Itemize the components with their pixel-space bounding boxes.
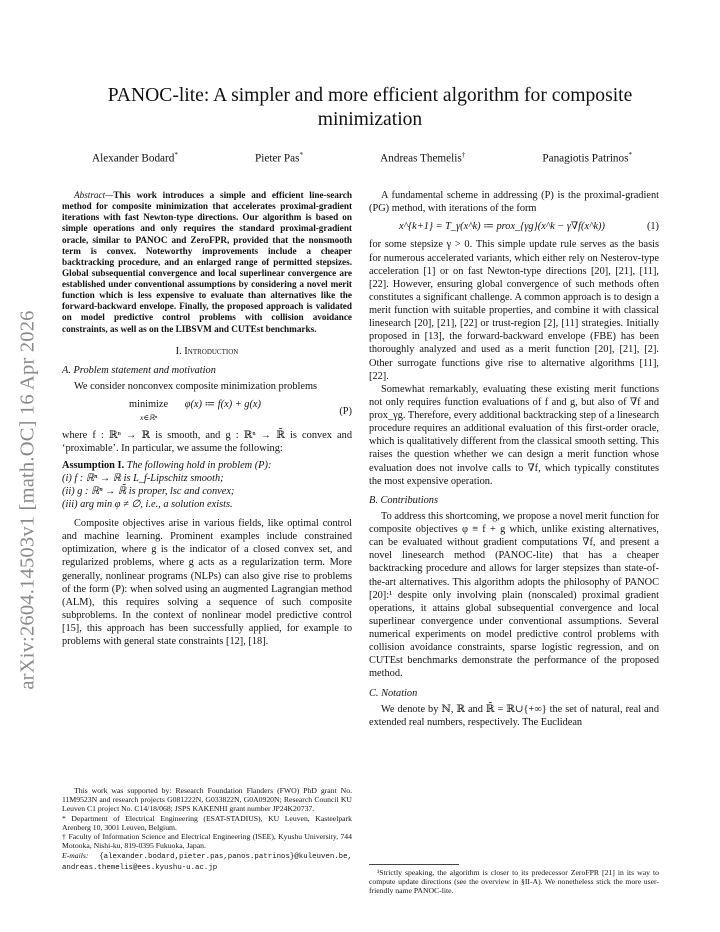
arxiv-stamp: arXiv:2604.14503v1 [math.OC] 16 Apr 2026 — [16, 310, 39, 690]
footnote-rule — [369, 864, 459, 865]
footnote: This work was supported by: Research Foundation Flanders (FWO) PhD grant No. 11M9523N and research projects G081222N, G033822N, G0A0920N; Research Council KU Leuven C1 project No. C14/18/068; JSPS KAKENHI grant number JP24K20737. — [62, 786, 352, 814]
equation-1: x^{k+1} = T_γ(x^k) ≔ prox_{γg}(x^k − γ∇f(x^k)) (1) — [399, 221, 659, 233]
paragraph: Composite objectives arise in various fields, like optimal control and machine learning. Prominent examples include constrained optimization, where g is the indicator of a closed convex set, and regularized problems, where g acts as a regularization term. More generally, nonlinear programs (NLPs) can also give rise to problems of the form (P): when solved using an augmented Lagrangian method (ALM), this requires solving a sequence of such composite subproblems. In the context of nonlinear model predictive control [15], this approach has been successfully applied, for example to problems with general state constraints [12], [18]. — [62, 518, 352, 648]
paragraph: for some stepsize γ > 0. This simple update rule serves as the basis for numerous accelerated variants, which either rely on Nesterov-type acceleration [1] or on fast Newton-type directions [20], [21], [11], [22]. However, ensuring global convergence of such methods often constitutes a significant challenge. A common approach is to design a merit function with suitable properties, and combine it with classical linesearch [20], [21], [22] or trust-region [2], [11] strategies. Initially proposed in [13], the forward-backward envelope (FBE) has been thoroughly analyzed and used as a merit function [20], [21], [2]. Other surrogate functions give rise to alternative algorithms [11], [22]. — [369, 239, 659, 382]
subsection-heading: C. Notation — [369, 687, 418, 699]
author: Panagiotis Patrinos* — [542, 151, 632, 165]
assumption-item: (i) f : ℝⁿ → ℝ is L_f-Lipschitz smooth; — [62, 472, 224, 484]
equation-P: minimize x∈ℝⁿ φ(x) ≔ f(x) + g(x) (P) — [129, 399, 352, 423]
paragraph: Somewhat remarkably, evaluating these existing merit functions not only requires function evaluations of f and g, but also of ∇f and prox_γg. Therefore, every additional backtracking step of a linesearch procedure requires an additional evaluation of this first-order oracle, which is qualitatively different from the classical smooth setting. This raises the question whether we can design a merit function whose evaluation does not involve calls to ∇f, which typically constitutes the most expensive operation. — [369, 383, 659, 487]
left-column — [62, 190, 352, 648]
right-column — [369, 189, 659, 729]
footnote-emails: E-mails: {alexander.bodard,pieter.pas,panos.patrinos}@kuleuven.be, andreas.themelis@ees.kyushu-u.ac.jp — [62, 850, 352, 872]
equation-tag: (P) — [339, 405, 352, 417]
paragraph: A fundamental scheme in addressing (P) is the proximal-gradient (PG) method, with iterations of the form — [369, 190, 659, 215]
paragraph: We consider nonconvex composite minimization problems — [74, 380, 318, 392]
author: Andreas Themelis† — [380, 151, 466, 165]
footnotes-left — [62, 786, 352, 872]
author-list — [92, 151, 632, 165]
subsection-heading: B. Contributions — [369, 494, 438, 506]
abstract: Abstract—This work introduces a simple and efficient line-search method for composite minimization that accelerates proximal-gradient iterations with fast Newton-type directions. Our algorithm is based on simple operations and only requires the standard proximal-gradient oracle, similar to PANOC and ZeroFPR, provided that the nonsmooth term is convex. Noteworthy improvements include a cheaper backtracking procedure, and an enlarged range of permitted stepsizes. Global subsequential convergence and local superlinear convergence are established under conventional assumptions by considering a novel merit function which is less expensive to evaluate than alternatives like the forward-backward envelope. Finally, the proposed approach is validated on model predictive control problems with collision avoidance constraints, as well as on the LIBSVM and CUTEst benchmarks. — [62, 190, 352, 334]
subsection-heading: A. Problem statement and motivation — [62, 364, 216, 376]
footnote: † Faculty of Information Science and Electrical Engineering (ISEE), Kyushu University, 744 Motooka, Nishi-ku, 819-0395 Fukuoka, Japan. — [62, 832, 352, 851]
footnote-right: ¹Strictly speaking, the algorithm is closer to its predecessor ZeroFPR [21] in its way to compute update directions (see the overview in §II-A). We nonetheless stick the more user-friendly name PANOC-lite. — [369, 860, 659, 896]
author: Pieter Pas* — [255, 151, 303, 165]
paragraph: We denote by ℕ, ℝ and ℝ̄ = ℝ∪{+∞} the set of natural, real and extended real numbers, respectively. The Euclidean — [369, 703, 659, 728]
paper-title: PANOC-lite: A simpler and more efficient algorithm for composite minimization — [107, 85, 633, 131]
equation-tag: (1) — [646, 221, 659, 233]
section-heading: I. Introduction — [175, 345, 239, 357]
paragraph: To address this shortcoming, we propose a novel merit function for composite objectives φ ≡ f + g which, unlike existing alternatives, can be evaluated without gradient computations ∇f, and present a novel linesearch method (PANOC-lite) that has a cheaper backtracking procedure and allows for larger stepsizes than state-of-the-art alternatives. This algorithm adopts the philosophy of PANOC [20]:¹ despite only involving plain (nonscaled) proximal gradient operations, it attains global subsequential convergence and local superlinear convergence under conventional assumptions. Several numerical experiments on model predictive control problems with collision avoidance constraints, sparse logistic regression, and on CUTEst benchmarks demonstrate the performance of the proposed method. — [369, 510, 659, 680]
assumption-item: (ii) g : ℝⁿ → ℝ̄ is proper, lsc and convex; — [62, 485, 235, 497]
assumption-item: (iii) arg min φ ≠ ∅, i.e., a solution exists. — [62, 498, 233, 510]
assumption-block: Assumption I. The following hold in problem (P): (i) f : ℝⁿ → ℝ is L_f-Lipschitz smooth; (ii) g : ℝⁿ → ℝ̄ is proper, lsc and convex; (iii) arg min φ ≠ ∅, i.e., a solution exists. — [62, 459, 352, 512]
author: Alexander Bodard* — [92, 151, 178, 165]
footnote: * Department of Electrical Engineering (ESAT-STADIUS), KU Leuven, Kasteelpark Arenberg 10, 3001 Leuven, Belgium. — [62, 813, 352, 832]
paragraph: where f : ℝⁿ → ℝ is smooth, and g : ℝⁿ → ℝ̄ is convex and ‘proximable’. In particular, we assume the following: — [62, 430, 352, 455]
